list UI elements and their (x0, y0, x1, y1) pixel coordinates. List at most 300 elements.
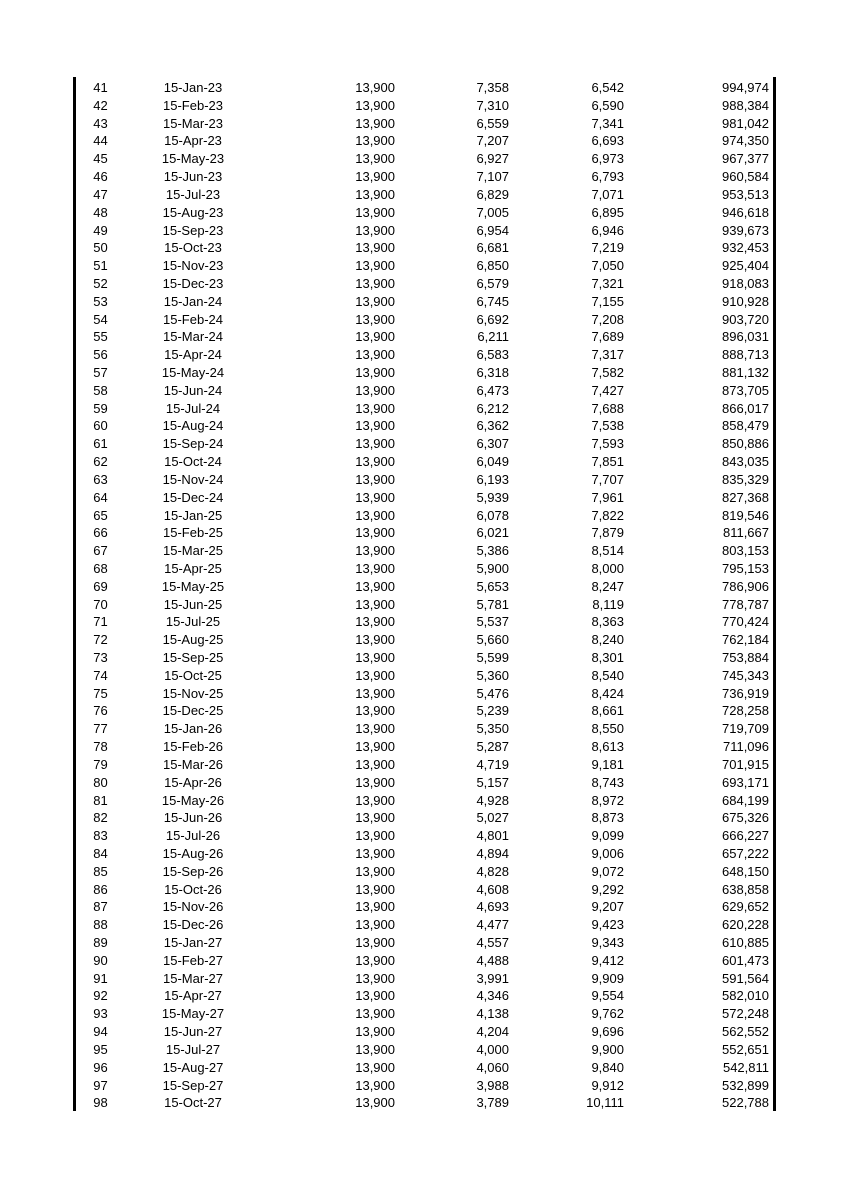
payment-date-cell: 15-Sep-27 (162, 1077, 224, 1093)
principal-cell: 6,895 (591, 204, 624, 220)
balance-cell: 939,673 (722, 222, 769, 238)
payment-number-cell: 55 (93, 329, 108, 345)
balance-cell: 866,017 (722, 400, 769, 416)
payment-date-cell: 15-Nov-26 (162, 899, 224, 915)
payment-number-cell: 51 (93, 258, 108, 274)
table-row (73, 471, 776, 489)
payment-amount-cell: 13,900 (355, 436, 395, 452)
principal-cell: 9,900 (591, 1041, 624, 1057)
principal-cell: 9,840 (591, 1059, 624, 1075)
payment-number-cell: 80 (93, 774, 108, 790)
table-row (73, 97, 776, 115)
principal-cell: 8,301 (591, 650, 624, 665)
payment-number-cell: 83 (93, 828, 108, 844)
interest-cell: 4,557 (476, 935, 509, 950)
balance-cell: 638,858 (722, 881, 769, 897)
principal-cell: 7,593 (591, 436, 624, 452)
payment-date-cell: 15-Mar-25 (163, 543, 223, 559)
table-row (73, 1077, 776, 1095)
table-row (73, 186, 776, 204)
payment-date-cell: 15-Feb-25 (163, 525, 223, 541)
table-row (73, 934, 776, 952)
table-row (73, 346, 776, 364)
payment-amount-cell: 13,900 (355, 917, 395, 933)
balance-cell: 918,083 (722, 275, 769, 291)
payment-amount-cell: 13,900 (355, 80, 395, 95)
payment-date-cell: 15-Jul-24 (165, 400, 221, 416)
interest-cell: 4,828 (476, 863, 509, 879)
principal-cell: 7,688 (591, 400, 624, 416)
principal-cell: 6,973 (591, 151, 624, 167)
principal-cell: 8,424 (591, 685, 624, 701)
interest-cell: 7,005 (476, 204, 509, 220)
interest-cell: 6,307 (476, 436, 509, 452)
interest-cell: 4,477 (476, 917, 509, 933)
payment-date-cell: 15-Jan-23 (163, 80, 223, 95)
payment-date-cell: 15-Aug-27 (162, 1059, 224, 1075)
payment-amount-cell: 13,900 (355, 810, 395, 826)
interest-cell: 5,939 (476, 489, 509, 505)
principal-cell: 8,661 (591, 703, 624, 719)
balance-cell: 925,404 (722, 258, 769, 274)
balance-cell: 693,171 (722, 774, 769, 790)
payment-date-cell: 15-Sep-26 (162, 863, 224, 879)
principal-cell: 9,909 (591, 970, 624, 986)
payment-date-cell: 15-Jul-26 (165, 828, 221, 844)
interest-cell: 6,927 (476, 151, 509, 167)
payment-amount-cell: 13,900 (355, 204, 395, 220)
payment-date-cell: 15-Jan-24 (163, 293, 223, 309)
interest-cell: 5,287 (476, 739, 509, 755)
table-row (73, 507, 776, 525)
interest-cell: 6,473 (476, 382, 509, 398)
balance-cell: 903,720 (722, 311, 769, 327)
interest-cell: 7,310 (476, 97, 509, 113)
payment-number-cell: 54 (93, 311, 108, 327)
interest-cell: 4,204 (476, 1024, 509, 1040)
balance-cell: 711,096 (722, 739, 769, 755)
interest-cell: 6,362 (476, 418, 509, 434)
principal-cell: 7,689 (591, 329, 624, 345)
interest-cell: 7,207 (476, 133, 509, 149)
balance-cell: 974,350 (722, 133, 769, 149)
payment-amount-cell: 13,900 (355, 489, 395, 505)
table-row (73, 168, 776, 186)
payment-number-cell: 92 (93, 988, 108, 1004)
payment-amount-cell: 13,900 (355, 828, 395, 844)
interest-cell: 6,745 (476, 293, 509, 309)
interest-cell: 5,537 (476, 614, 509, 630)
table-row (73, 649, 776, 667)
principal-cell: 9,912 (591, 1077, 624, 1093)
payment-amount-cell: 13,900 (355, 721, 395, 737)
table-row (73, 702, 776, 720)
payment-amount-cell: 13,900 (355, 1024, 395, 1040)
payment-date-cell: 15-Dec-25 (162, 703, 224, 719)
interest-cell: 6,211 (477, 329, 509, 345)
payment-date-cell: 15-Jul-27 (165, 1041, 221, 1057)
payment-amount-cell: 13,900 (355, 418, 395, 434)
payment-number-cell: 59 (93, 400, 108, 416)
balance-cell: 675,326 (722, 810, 769, 826)
balance-cell: 562,552 (722, 1024, 769, 1040)
payment-number-cell: 47 (93, 186, 108, 202)
payment-date-cell: 15-Jan-26 (163, 721, 223, 737)
table-row (73, 863, 776, 881)
principal-cell: 7,961 (591, 489, 624, 505)
payment-date-cell: 15-Apr-27 (164, 988, 222, 1004)
payment-date-cell: 15-Nov-24 (162, 471, 224, 487)
interest-cell: 6,850 (476, 258, 509, 274)
payment-amount-cell: 13,900 (355, 845, 395, 861)
payment-number-cell: 61 (93, 436, 108, 452)
principal-cell: 8,972 (591, 792, 624, 808)
payment-date-cell: 15-Feb-24 (163, 311, 223, 327)
payment-number-cell: 43 (93, 115, 108, 131)
principal-cell: 6,946 (591, 222, 624, 238)
payment-date-cell: 15-Jul-23 (165, 186, 221, 202)
payment-amount-cell: 13,900 (355, 365, 395, 380)
payment-date-cell: 15-May-26 (161, 792, 225, 808)
payment-amount-cell: 13,900 (355, 1077, 395, 1093)
payment-number-cell: 64 (93, 489, 108, 505)
payment-date-cell: 15-Nov-25 (162, 685, 224, 701)
payment-date-cell: 15-Jul-25 (165, 614, 221, 630)
principal-cell: 7,321 (591, 275, 624, 291)
payment-number-cell: 52 (93, 275, 108, 291)
payment-date-cell: 15-Jan-27 (163, 935, 223, 950)
principal-cell: 8,743 (591, 774, 624, 790)
payment-amount-cell: 13,900 (355, 578, 395, 594)
payment-date-cell: 15-Mar-26 (163, 756, 223, 772)
interest-cell: 5,360 (476, 667, 509, 683)
principal-cell: 7,851 (591, 454, 624, 470)
table-row (73, 809, 776, 827)
balance-cell: 629,652 (722, 899, 769, 915)
balance-cell: 960,584 (722, 169, 769, 185)
payment-number-cell: 93 (93, 1006, 108, 1022)
payment-date-cell: 15-Mar-27 (163, 970, 223, 986)
principal-cell: 7,427 (591, 382, 624, 398)
table-row (73, 667, 776, 685)
schedule-rows (73, 79, 776, 1112)
payment-date-cell: 15-Mar-23 (163, 115, 223, 131)
table-row (73, 756, 776, 774)
payment-number-cell: 48 (93, 204, 108, 220)
payment-amount-cell: 13,900 (355, 186, 395, 202)
payment-amount-cell: 13,900 (355, 507, 395, 523)
payment-amount-cell: 13,900 (355, 222, 395, 238)
table-row (73, 435, 776, 453)
interest-cell: 4,060 (476, 1059, 509, 1075)
payment-number-cell: 60 (93, 418, 108, 434)
balance-cell: 762,184 (722, 632, 769, 648)
principal-cell: 8,540 (591, 667, 624, 683)
payment-date-cell: 15-Jun-27 (163, 1024, 223, 1040)
payment-number-cell: 74 (93, 667, 108, 683)
interest-cell: 5,900 (476, 560, 509, 576)
payment-date-cell: 15-Apr-23 (164, 133, 222, 149)
table-row (73, 257, 776, 275)
balance-cell: 728,258 (722, 703, 769, 719)
payment-number-cell: 49 (93, 222, 108, 238)
payment-date-cell: 15-May-24 (161, 365, 225, 380)
payment-date-cell: 15-Dec-26 (162, 917, 224, 933)
payment-number-cell: 41 (93, 80, 108, 95)
payment-amount-cell: 13,900 (355, 560, 395, 576)
principal-cell: 7,879 (591, 525, 624, 541)
balance-cell: 701,915 (722, 756, 769, 772)
payment-number-cell: 66 (93, 525, 108, 541)
principal-cell: 7,071 (591, 186, 624, 202)
payment-amount-cell: 13,900 (355, 596, 395, 612)
payment-amount-cell: 13,900 (355, 792, 395, 808)
principal-cell: 9,554 (591, 988, 624, 1004)
table-row (73, 720, 776, 738)
payment-amount-cell: 13,900 (355, 756, 395, 772)
table-row (73, 792, 776, 810)
payment-date-cell: 15-Jun-24 (163, 382, 223, 398)
payment-number-cell: 62 (93, 454, 108, 470)
table-row (73, 328, 776, 346)
payment-date-cell: 15-Aug-24 (162, 418, 224, 434)
payment-number-cell: 45 (93, 151, 108, 167)
interest-cell: 4,719 (476, 756, 509, 772)
payment-number-cell: 97 (93, 1077, 108, 1093)
balance-cell: 967,377 (722, 151, 769, 167)
table-row (73, 311, 776, 329)
payment-amount-cell: 13,900 (355, 400, 395, 416)
payment-number-cell: 70 (93, 596, 108, 612)
interest-cell: 4,138 (476, 1006, 509, 1022)
payment-date-cell: 15-Oct-25 (164, 667, 222, 683)
payment-number-cell: 98 (93, 1095, 108, 1111)
payment-amount-cell: 13,900 (355, 935, 395, 950)
principal-cell: 6,542 (591, 80, 624, 95)
payment-amount-cell: 13,900 (355, 275, 395, 291)
table-row (73, 293, 776, 311)
table-row (73, 596, 776, 614)
balance-cell: 648,150 (722, 863, 769, 879)
interest-cell: 6,583 (476, 347, 509, 363)
payment-amount-cell: 13,900 (355, 1006, 395, 1022)
table-row (73, 952, 776, 970)
balance-cell: 610,885 (722, 935, 769, 950)
payment-amount-cell: 13,900 (355, 667, 395, 683)
balance-cell: 770,424 (722, 614, 769, 630)
principal-cell: 8,613 (591, 739, 624, 755)
payment-date-cell: 15-Dec-23 (162, 275, 224, 291)
payment-amount-cell: 13,900 (355, 133, 395, 149)
principal-cell: 8,363 (591, 614, 624, 630)
payment-number-cell: 85 (93, 863, 108, 879)
balance-cell: 522,788 (722, 1095, 769, 1111)
payment-number-cell: 86 (93, 881, 108, 897)
principal-cell: 7,582 (591, 365, 624, 380)
payment-number-cell: 94 (93, 1024, 108, 1040)
interest-cell: 7,107 (476, 169, 509, 185)
balance-cell: 835,329 (722, 471, 769, 487)
balance-cell: 591,564 (722, 970, 769, 986)
principal-cell: 9,181 (591, 756, 624, 772)
payment-date-cell: 15-Aug-25 (162, 632, 224, 648)
interest-cell: 5,027 (476, 810, 509, 826)
interest-cell: 5,599 (476, 650, 509, 665)
payment-amount-cell: 13,900 (355, 293, 395, 309)
payment-amount-cell: 13,900 (355, 1041, 395, 1057)
payment-number-cell: 73 (93, 650, 108, 665)
payment-date-cell: 15-Jun-23 (163, 169, 223, 185)
balance-cell: 981,042 (722, 115, 769, 131)
payment-date-cell: 15-Nov-23 (162, 258, 224, 274)
payment-date-cell: 15-Dec-24 (162, 489, 224, 505)
balance-cell: 572,248 (722, 1006, 769, 1022)
table-row (73, 364, 776, 382)
payment-number-cell: 69 (93, 578, 108, 594)
principal-cell: 8,240 (591, 632, 624, 648)
balance-cell: 684,199 (722, 792, 769, 808)
principal-cell: 7,317 (591, 347, 624, 363)
payment-number-cell: 65 (93, 507, 108, 523)
balance-cell: 873,705 (722, 382, 769, 398)
balance-cell: 745,343 (722, 667, 769, 683)
table-row (73, 916, 776, 934)
interest-cell: 5,157 (476, 774, 509, 790)
principal-cell: 9,099 (591, 828, 624, 844)
principal-cell: 8,000 (591, 560, 624, 576)
balance-cell: 601,473 (722, 952, 769, 968)
payment-date-cell: 15-Aug-23 (162, 204, 224, 220)
payment-amount-cell: 13,900 (355, 881, 395, 897)
payment-amount-cell: 13,900 (355, 703, 395, 719)
principal-cell: 7,155 (591, 293, 624, 309)
payment-date-cell: 15-Mar-24 (163, 329, 223, 345)
payment-number-cell: 76 (93, 703, 108, 719)
interest-cell: 5,660 (476, 632, 509, 648)
table-row (73, 239, 776, 257)
payment-date-cell: 15-Jun-25 (163, 596, 223, 612)
table-row (73, 1005, 776, 1023)
interest-cell: 6,681 (476, 240, 509, 256)
principal-cell: 9,207 (591, 899, 624, 915)
payment-number-cell: 90 (93, 952, 108, 968)
balance-cell: 843,035 (722, 454, 769, 470)
balance-cell: 786,906 (722, 578, 769, 594)
interest-cell: 4,928 (476, 792, 509, 808)
payment-date-cell: 15-Sep-23 (162, 222, 224, 238)
balance-cell: 946,618 (722, 204, 769, 220)
balance-cell: 888,713 (722, 347, 769, 363)
payment-date-cell: 15-Sep-25 (162, 650, 224, 665)
balance-cell: 532,899 (722, 1077, 769, 1093)
payment-date-cell: 15-Oct-24 (164, 454, 222, 470)
table-row (73, 1023, 776, 1041)
payment-number-cell: 89 (93, 935, 108, 950)
payment-amount-cell: 13,900 (355, 115, 395, 131)
interest-cell: 4,346 (476, 988, 509, 1004)
principal-cell: 8,873 (591, 810, 624, 826)
balance-cell: 988,384 (722, 97, 769, 113)
payment-date-cell: 15-Jan-25 (163, 507, 223, 523)
payment-number-cell: 78 (93, 739, 108, 755)
payment-amount-cell: 13,900 (355, 525, 395, 541)
interest-cell: 6,692 (476, 311, 509, 327)
amortization-schedule-table (73, 77, 776, 1111)
interest-cell: 3,991 (476, 970, 509, 986)
table-row (73, 400, 776, 418)
payment-number-cell: 96 (93, 1059, 108, 1075)
balance-cell: 803,153 (722, 543, 769, 559)
interest-cell: 6,579 (476, 275, 509, 291)
payment-amount-cell: 13,900 (355, 471, 395, 487)
interest-cell: 6,078 (476, 507, 509, 523)
interest-cell: 3,988 (476, 1077, 509, 1093)
payment-date-cell: 15-May-27 (161, 1006, 225, 1022)
principal-cell: 6,590 (591, 97, 624, 113)
interest-cell: 5,239 (476, 703, 509, 719)
principal-cell: 9,696 (591, 1024, 624, 1040)
payment-date-cell: 15-May-23 (161, 151, 225, 167)
table-row (73, 275, 776, 293)
payment-number-cell: 44 (93, 133, 108, 149)
balance-cell: 811,667 (722, 525, 769, 541)
balance-cell: 953,513 (722, 186, 769, 202)
table-row (73, 578, 776, 596)
principal-cell: 8,550 (591, 721, 624, 737)
balance-cell: 542,811 (722, 1059, 769, 1075)
interest-cell: 5,350 (476, 721, 509, 737)
table-row (73, 524, 776, 542)
interest-cell: 4,894 (476, 845, 509, 861)
payment-amount-cell: 13,900 (355, 632, 395, 648)
table-row (73, 970, 776, 988)
balance-cell: 896,031 (722, 329, 769, 345)
balance-cell: 910,928 (722, 293, 769, 309)
table-row (73, 613, 776, 631)
table-row (73, 115, 776, 133)
payment-date-cell: 15-Oct-27 (164, 1095, 222, 1111)
balance-cell: 620,228 (722, 917, 769, 933)
principal-cell: 7,208 (591, 311, 624, 327)
table-row (73, 987, 776, 1005)
payment-amount-cell: 13,900 (355, 774, 395, 790)
payment-number-cell: 63 (93, 471, 108, 487)
table-row (73, 453, 776, 471)
table-row (73, 774, 776, 792)
payment-number-cell: 71 (93, 614, 108, 630)
principal-cell: 8,247 (591, 578, 624, 594)
payment-amount-cell: 13,900 (355, 382, 395, 398)
balance-cell: 932,453 (722, 240, 769, 256)
balance-cell: 795,153 (722, 560, 769, 576)
payment-number-cell: 72 (93, 632, 108, 648)
payment-date-cell: 15-Apr-24 (164, 347, 222, 363)
payment-number-cell: 82 (93, 810, 108, 826)
payment-amount-cell: 13,900 (355, 1059, 395, 1075)
principal-cell: 7,822 (591, 507, 624, 523)
balance-cell: 552,651 (722, 1041, 769, 1057)
interest-cell: 4,693 (476, 899, 509, 915)
payment-number-cell: 46 (93, 169, 108, 185)
balance-cell: 657,222 (722, 845, 769, 861)
interest-cell: 6,021 (476, 525, 509, 541)
payment-number-cell: 67 (93, 543, 108, 559)
interest-cell: 6,318 (476, 365, 509, 380)
payment-number-cell: 42 (93, 97, 108, 113)
table-row (73, 1041, 776, 1059)
payment-date-cell: 15-Apr-25 (164, 560, 222, 576)
payment-date-cell: 15-Feb-27 (163, 952, 223, 968)
